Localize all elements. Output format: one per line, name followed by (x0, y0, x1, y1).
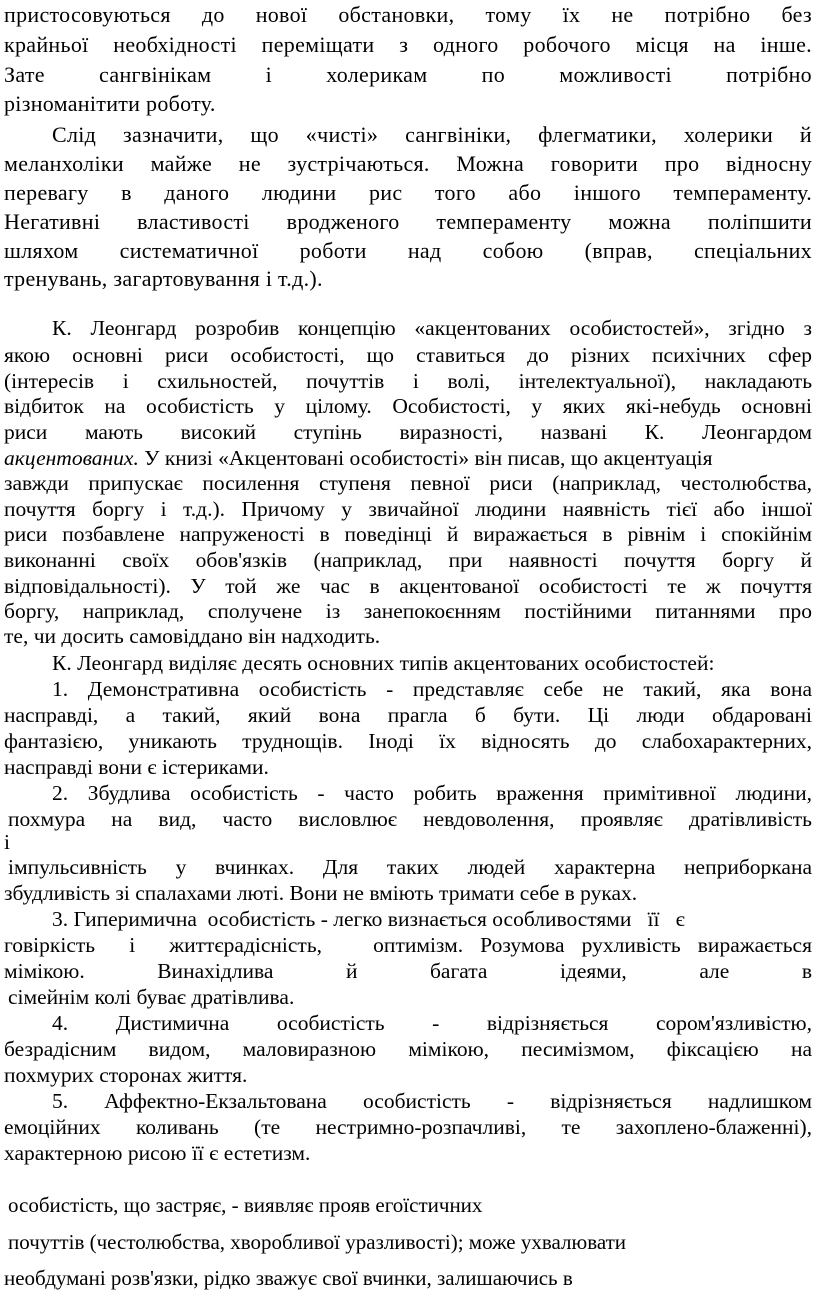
text-line: 3. Гиперимична особистість - легко визнається особливостями її є (52, 907, 685, 931)
text-line: похмурих сторонах життя. (4, 1063, 248, 1087)
text-line: К. Леонгард розробив концепцію «акцентованих особистостей», згідно з (52, 316, 812, 340)
text-line: почуття боргу і т.д.). Причому у звичайної людини наявність тієї або іншої (4, 497, 812, 521)
text-line: емоційних коливань (те нестримно-розпачливі, те захоплено-блаженні), (4, 1115, 812, 1139)
text-line: різноманітити роботу. (4, 91, 216, 116)
text-line: шляхом систематичної роботи над собою (вправ, спеціальних (4, 238, 812, 263)
text-line: завжди припускає посилення ступеня певної риси (наприклад, честолюбства, (4, 471, 812, 495)
text-line: 2. Збудлива особистість - часто робить враження примітивної людини, (52, 781, 812, 805)
text-line: 5. Аффектно-Екзальтована особистість - відрізняється надлишком (52, 1089, 812, 1113)
text-line: мімікою. Винахідлива й багата ідеями, але в (4, 959, 812, 983)
text-line: 4. Дистимична особистість - відрізняється сором'язливістю, (52, 1011, 812, 1035)
text-line: К. Леонгард виділяє десять основних типів акцентованих особистостей: (52, 651, 715, 675)
text-line: пристосовуються до нової обстановки, тому їх не потрібно без (4, 2, 812, 27)
text-line (4, 448, 812, 470)
text-line: похмура на вид, часто висловлює невдоволення, проявляє дратівливість (8, 807, 812, 831)
text-line: насправді вони є істериками. (4, 755, 269, 779)
text-line: говіркість і життєрадісність, оптимізм. Розумова рухливість виражається (4, 933, 812, 957)
text-line: імпульсивність у вчинках. Для таких людей характерна неприборкана (8, 855, 812, 879)
text-line: відбиток на особистість у цілому. Особистості, у яких які-небудь основні (4, 394, 812, 418)
text-line: меланхоліки майже не зустрічаються. Можна говорити про відносну (4, 151, 812, 176)
italic-term: акцентованих. (4, 446, 139, 470)
text-line: перевагу в даного людини рис того або іншого темпераменту. (4, 180, 812, 205)
text-line: характерною рисою її є естетизм. (4, 1141, 311, 1165)
text-line: Негативні властивості вродженого темпераменту можна поліпшити (4, 209, 812, 234)
text-line: збудливість зі спалахами люті. Вони не вміють тримати себе в руках. (4, 881, 638, 905)
text-line: крайньої необхідності переміщати з одного робочого місця на інше. (4, 32, 812, 57)
text-line: необдумані розв'язки, рідко зважує свої вчинки, залишаючись в (4, 1266, 573, 1290)
text-line: почуттів (честолюбства, хворобливої уразливості); може ухвалювати (8, 1230, 627, 1254)
text-line: якою основні риси особистості, що ставиться до різних психічних сфер (4, 343, 812, 367)
text-line: риси позбавлене напруженості в поведінці й виражається в рівнім і спокійнім (4, 522, 812, 546)
text-line-rest: У книзі «Акцентовані особистості» він писав, що акцентуація (144, 446, 713, 470)
text-line: особистість, що застряє, - виявляє прояв егоїстичних (8, 1193, 483, 1217)
text-line: боргу, наприклад, сполучене із занепокоєнням постійними питаннями про (4, 599, 812, 623)
text-line: те, чи досить самовіддано він надходить. (4, 624, 381, 648)
text-line: риси мають високий ступінь виразності, названі К. Леонгардом (4, 420, 812, 444)
text-line: безрадісним видом, маловиразною мімікою, песимізмом, фіксацією на (4, 1037, 812, 1061)
text-line: тренувань, загартовування і т.д.). (4, 266, 323, 291)
text-line: 1. Демонстративна особистість - представляє себе не такий, яка вона (52, 677, 812, 701)
text-line: Слід зазначити, що «чисті» сангвініки, флегматики, холерики й (52, 122, 812, 147)
text-line: сімейнім колі буває дратівлива. (8, 985, 295, 1009)
text-line: виконанні своїх обов'язків (наприклад, при наявності почуття боргу й (4, 548, 812, 572)
text-line: фантазією, уникають труднощів. Іноді їх відносять до слабохарактерних, (4, 729, 812, 753)
text-line: (інтересів і схильностей, почуттів і волі, інтелектуальної), накладають (4, 369, 812, 393)
text-line: Зате сангвінікам і холерикам по можливості потрібно (4, 62, 812, 87)
text-line: і (4, 830, 10, 854)
text-line: відповідальності). У той же час в акцентованої особистості те ж почуття (4, 574, 812, 598)
text-line: насправді, а такий, який вона прагла б бути. Ці люди обдаровані (4, 703, 812, 727)
